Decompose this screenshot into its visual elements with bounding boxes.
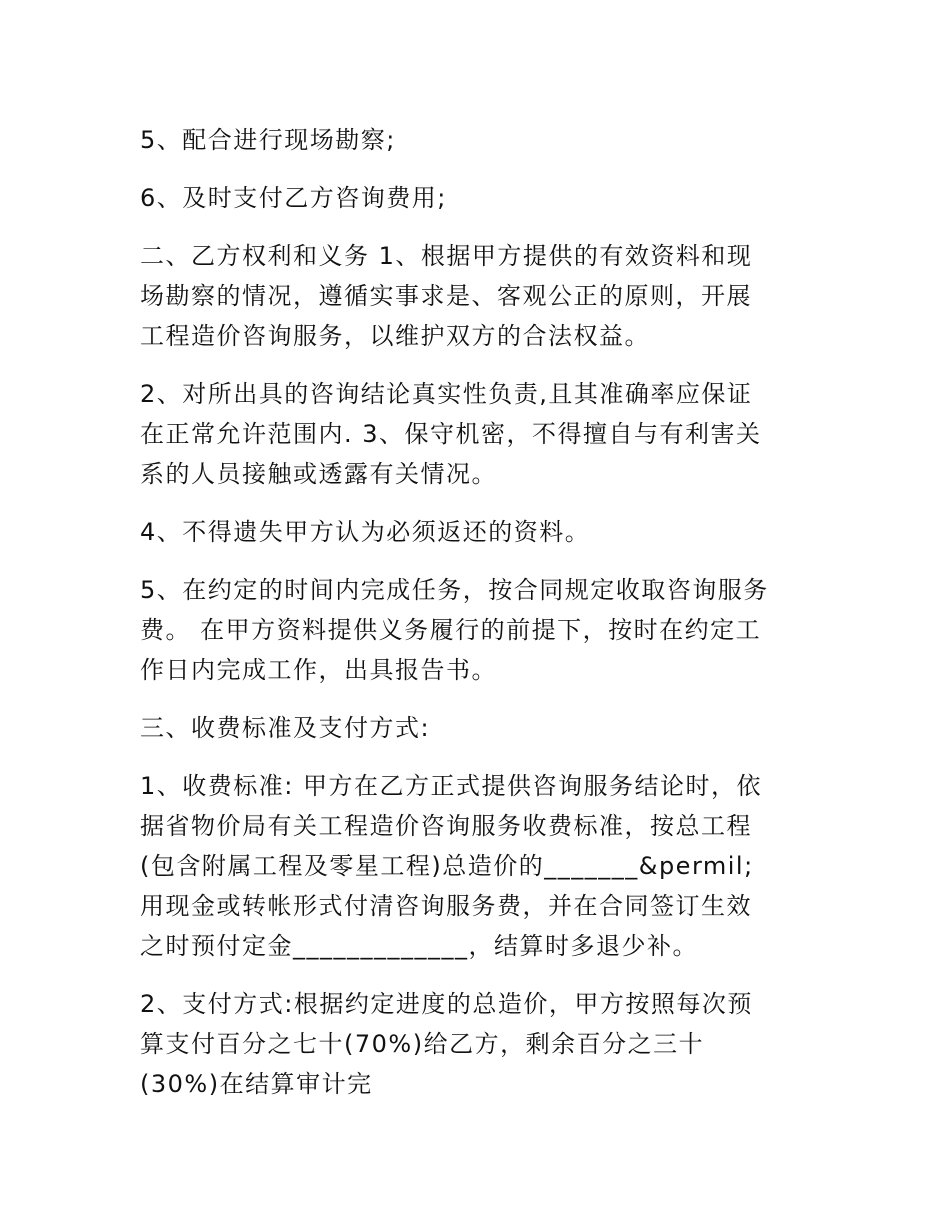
text-line: 系的人员接触或透露有关情况。 — [140, 460, 497, 488]
text-line: 用现金或转帐形式付清咨询服务费，并在合同签订生效 — [140, 892, 752, 920]
paragraph-cooperate-survey — [140, 120, 812, 160]
text-line: 场勘察的情况，遵循实事求是、客观公正的原则，开展 — [140, 282, 752, 310]
text-line: 4、不得遗失甲方认为必须返还的资料。 — [140, 518, 591, 546]
text-line: 作日内完成工作，出具报告书。 — [140, 656, 497, 684]
text-line: 1、收费标准: 甲方在乙方正式提供咨询服务结论时，依 — [140, 772, 762, 800]
text-line: 5、配合进行现场勘察; — [140, 126, 396, 154]
document-body — [140, 120, 812, 1122]
text-line: 据省物价局有关工程造价咨询服务收费标准，按总工程 — [140, 812, 752, 840]
section-heading-fees — [140, 708, 812, 748]
text-line: (包含附属工程及零星工程)总造价的_______&permil; — [140, 852, 754, 880]
text-line: 二、乙方权利和义务 1、根据甲方提供的有效资料和现 — [140, 242, 753, 270]
text-line: 之时预付定金_____________，结算时多退少补。 — [140, 932, 698, 960]
text-line: 三、收费标准及支付方式: — [140, 714, 431, 742]
paragraph-accuracy-confidentiality — [140, 374, 812, 494]
text-line: 工程造价咨询服务，以维护双方的合法权益。 — [140, 322, 650, 350]
paragraph-no-loss — [140, 512, 812, 552]
text-line: 6、及时支付乙方咨询费用; — [140, 184, 447, 212]
paragraph-payment-method — [140, 984, 812, 1104]
paragraph-party-b-rights — [140, 236, 812, 356]
text-line: 5、在约定的时间内完成任务，按合同规定收取咨询服务 — [140, 576, 769, 604]
paragraph-fee-standard — [140, 766, 812, 966]
paragraph-complete-task — [140, 570, 812, 690]
paragraph-pay-fee — [140, 178, 812, 218]
text-line: 费。 在甲方资料提供义务履行的前提下，按时在约定工 — [140, 616, 762, 644]
text-line: (30%)在结算审计完 — [140, 1070, 373, 1098]
text-line: 2、支付方式:根据约定进度的总造价，甲方按照每次预 — [140, 990, 753, 1018]
text-line: 在正常允许范围内. 3、保守机密，不得擅自与有利害关 — [140, 420, 762, 448]
text-line: 算支付百分之七十(70%)给乙方，剩余百分之三十 — [140, 1030, 705, 1058]
text-line: 2、对所出具的咨询结论真实性负责,且其准确率应保证 — [140, 380, 753, 408]
